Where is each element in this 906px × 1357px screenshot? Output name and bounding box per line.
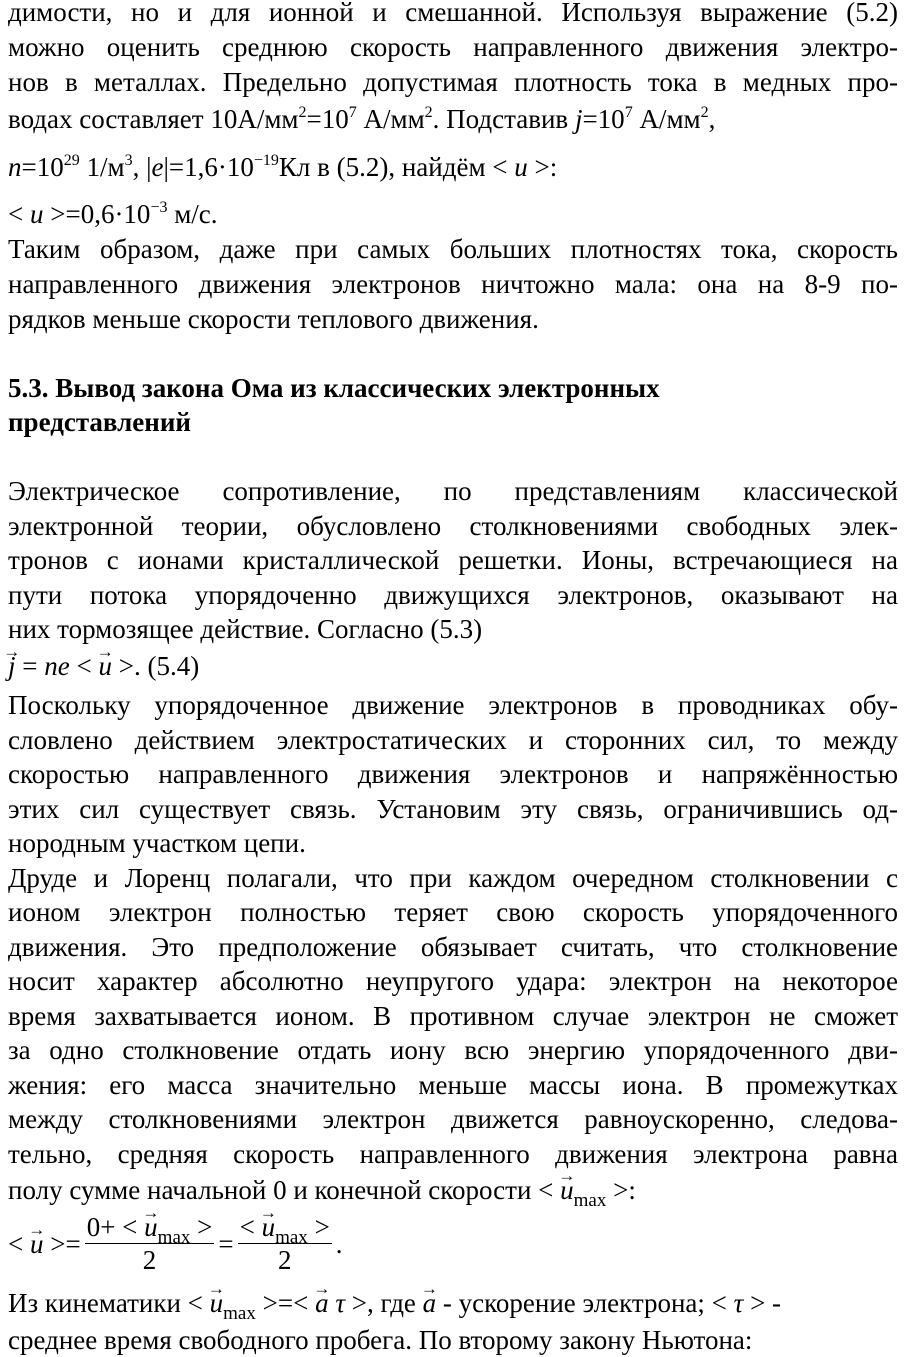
- denominator: 2: [277, 1245, 292, 1275]
- text-line: пути потока упорядоченно движущихся электронов, оказывают на: [8, 580, 898, 610]
- fraction: [238, 1211, 332, 1276]
- text: . Подставив: [432, 104, 575, 134]
- text-line: нородным участком цепи.: [8, 828, 306, 858]
- math-symbol: n: [8, 152, 22, 182]
- text: А/мм: [363, 104, 425, 134]
- text-line: время захватывается ионом. В противном случае электрон не сможет: [8, 1001, 898, 1031]
- exponent: 29: [63, 152, 80, 169]
- numerator: < → $u_{max}$ >: [238, 1211, 332, 1243]
- value: =0,6·10: [65, 199, 151, 229]
- text-line: электронной теории, обусловлено столкновениями свободных элек-: [8, 511, 898, 541]
- equation-number: . (5.4): [133, 651, 200, 681]
- exponent: 2: [424, 104, 433, 121]
- text-line: между столкновениями электрон движется равноускоренно, следова-: [8, 1104, 898, 1134]
- average-velocity-formula: < → u >= $\frac{0+ < \to u_{max} >}{2}$ = $\frac{< \to u_{max} >}{2}$ .: [8, 1211, 343, 1291]
- text: - ускорение электрона;: [442, 1288, 705, 1318]
- text-line: тронов с ионами кристаллической решетки. Ионы, встречающиеся на: [8, 545, 898, 575]
- math-symbol: → u: [210, 1286, 224, 1320]
- text-line: можно оценить среднюю скорость направленного движения электро-: [8, 32, 898, 62]
- math-symbol: → u: [560, 1173, 574, 1207]
- text-line: словлено действием электростатических и сторонних сил, то между: [8, 725, 898, 755]
- math-symbol: → a: [423, 1286, 437, 1320]
- text: полу сумме начальной: [8, 1175, 267, 1205]
- text-line: движения. Это предположение обязывает считать, что столкновение: [8, 932, 898, 962]
- text-line: нов в металлах. Предельно допустимая плотность тока в медных про-: [8, 67, 898, 97]
- subscript: max: [573, 1190, 607, 1211]
- text-line: носит характер абсолютно неупругого удара: электрон на некоторое: [8, 966, 898, 996]
- text: и конечной скорости: [293, 1175, 532, 1205]
- math-symbol: u: [29, 199, 44, 229]
- math-symbol: → u: [144, 1211, 158, 1243]
- text-line: среднее время свободного пробега. По второму закону Ньютона:: [8, 1325, 753, 1355]
- text-line: димости, но и для ионной и смешанной. Используя выражение (5.2): [8, 0, 898, 27]
- text-line: рядков меньше скорости теплового движения.: [8, 304, 539, 334]
- math-symbol: j: [574, 104, 583, 134]
- text-line: скоростью направленного движения электронов и напряжённостью: [8, 759, 898, 789]
- text: Кл в (5.2), найдём: [278, 152, 486, 182]
- math-symbol: ne: [44, 651, 70, 681]
- text-line-with-formula: водах составляет $10А/мм^2=10^7$ $А/мм^2$. Подставив $j=10^7$ $А/мм^2$,: [8, 104, 716, 134]
- math-symbol: τ: [335, 1288, 345, 1318]
- equation-5-4: → j = ne < → u >. (5.4): [8, 649, 199, 683]
- math-symbol: τ: [733, 1288, 744, 1318]
- subscript: max: [223, 1303, 256, 1324]
- unit: м/с.: [167, 199, 218, 229]
- text-line: жения: его масса значительно меньше массы иона. В промежутках: [8, 1070, 898, 1100]
- fraction: [85, 1211, 215, 1276]
- exponent: −3: [150, 199, 168, 216]
- text-line: Друде и Лоренц полагали, что при каждом очередном столкновении с: [8, 863, 898, 893]
- exponent: 2: [700, 104, 709, 121]
- text-line: Таким образом, даже при самых больших плотностях тока, скорость: [8, 234, 898, 264]
- section-title: 5.3. Вывод закона Ома из классических электронных: [8, 373, 660, 403]
- exponent: 7: [624, 104, 633, 121]
- exponent: 3: [124, 152, 133, 169]
- denominator: 2: [142, 1245, 157, 1275]
- formula-line: < $u >=0,6\cdot 10^{-3}$ м/с.: [8, 199, 218, 229]
- text-line: направленного движения электронов ничтожно мала: она на 8-9 по-: [8, 269, 898, 299]
- text: водах составляет 10А/мм: [8, 104, 299, 134]
- text-line-with-formula: полу сумме начальной 0 и конечной скорости < → $u_{max}$ >:: [8, 1173, 636, 1207]
- text-line: Поскольку упорядоченное движение электронов в проводниках обу-: [8, 690, 898, 720]
- text-line: за одно столкновение отдать иону всю энергию упорядоченного дви-: [8, 1035, 898, 1065]
- math-symbol: e: [151, 152, 164, 182]
- math-symbol: → u: [98, 649, 112, 683]
- math-symbol: → j: [8, 649, 16, 683]
- math-symbol: → u: [30, 1227, 44, 1261]
- section-title: представлений: [8, 407, 191, 437]
- text: , где: [366, 1288, 416, 1318]
- text-line: них тормозящее действие. Согласно (5.3): [8, 614, 483, 644]
- text-line: тельно, средняя скорость направленного движения электрона равна: [8, 1139, 898, 1169]
- math-symbol: u: [514, 152, 528, 182]
- math-symbol: → u: [262, 1211, 276, 1243]
- subscript: max: [157, 1227, 191, 1248]
- text-line: этих сил существует связь. Установим эту связь, ограничившись од-: [8, 794, 898, 824]
- exponent: 7: [348, 104, 357, 121]
- text-line-with-formula: Из кинематики < → $u_{max}$ >=< → a τ >, где → a - ускорение электрона; < τ > -: [8, 1286, 781, 1320]
- text-line: Электрическое сопротивление, по представлениям классической: [8, 476, 898, 506]
- text-line: ионом электрон полностью теряет свою скорость упорядоченного: [8, 897, 898, 927]
- math-symbol: → a: [315, 1286, 329, 1320]
- subscript: max: [275, 1227, 308, 1248]
- formula-line: $n=10^{29}$ $1/м^3$, $|e|=1,6\cdot 10^{-19}Кл$ в (5.2), найдём < u >:: [8, 152, 558, 182]
- text: Из кинематики: [8, 1288, 181, 1318]
- exponent: −19: [253, 152, 279, 169]
- exponent: 2: [298, 104, 307, 121]
- numerator: 0+ < → $u_{max}$ >: [85, 1211, 215, 1243]
